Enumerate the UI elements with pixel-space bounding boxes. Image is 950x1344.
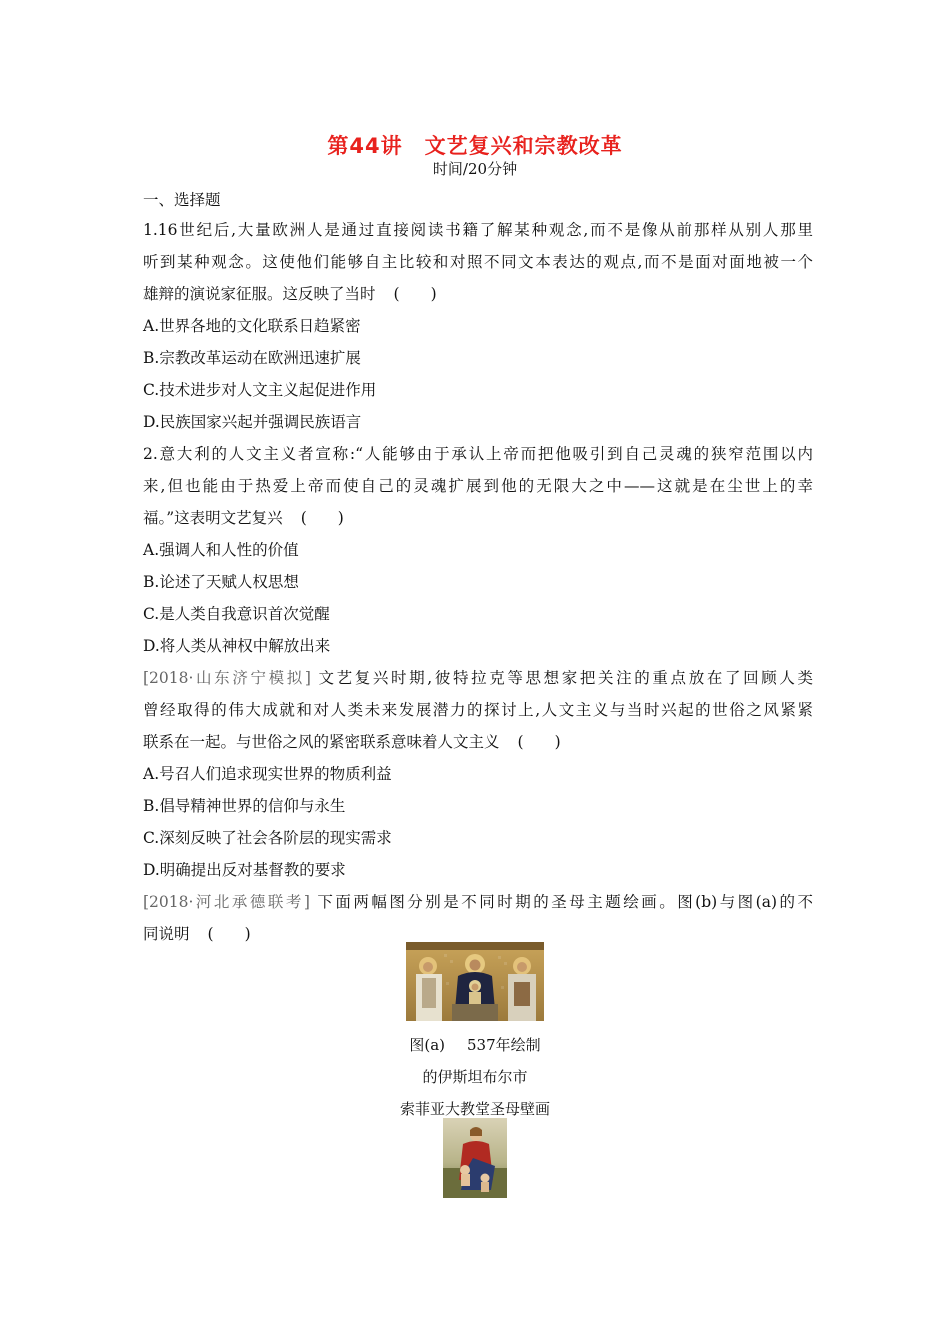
figure-a-caption-line-1	[0, 1034, 950, 1055]
section-heading: 一、选择题	[143, 191, 221, 209]
page-title	[0, 130, 950, 160]
q2-option-d: D.将人类从神权中解放出来	[143, 637, 331, 655]
q2-option-c: C.是人类自我意识首次觉醒	[143, 605, 330, 623]
q3-option-b: B.倡导精神世界的信仰与永生	[143, 797, 346, 815]
q4-stem-end: 同说明	[143, 925, 190, 943]
q3-line-3	[143, 730, 813, 752]
q3-line-1	[143, 666, 813, 688]
q2-line-3	[143, 506, 813, 528]
q3-answer-blank: ( )	[517, 733, 561, 751]
q1-answer-blank: ( )	[393, 285, 437, 303]
q3-source: [2018·山东济宁模拟]	[143, 669, 311, 687]
q2-answer-blank: ( )	[300, 509, 344, 527]
q2-line-2: 来,但也能由于热爱上帝而使自己的灵魂扩展到他的无限大之中——这就是在尘世上的幸	[143, 477, 813, 495]
lesson-topic: 文艺复兴和宗教改革	[424, 134, 623, 158]
q4-answer-blank: ( )	[207, 925, 251, 943]
time-limit: 时间/20分钟	[432, 160, 518, 178]
q3-option-a: A.号召人们追求现实世界的物质利益	[143, 765, 392, 783]
q4-line-2	[143, 922, 813, 944]
q2-line-1: 2.意大利的人文主义者宣称:“人能够由于承认上帝而把他吸引到自己灵魂的狭窄范围以内	[143, 445, 813, 463]
q1-line-2: 听到某种观念。这使他们能够自主比较和对照不同文本表达的观点,而不是面对面地被一个	[143, 253, 813, 271]
q4-line-1	[143, 890, 813, 912]
q2-option-a: A.强调人和人性的价值	[143, 541, 299, 559]
q3-stem-start: 文艺复兴时期,彼特拉克等思想家把关注的重点放在了回顾人类	[318, 669, 813, 687]
figure-a-label: 图(a)	[409, 1036, 445, 1054]
q4-source: [2018·河北承德联考]	[143, 893, 310, 911]
q1-line-3	[143, 282, 813, 304]
q1-option-c: C.技术进步对人文主义起促进作用	[143, 381, 377, 399]
q3-option-c: C.深刻反映了社会各阶层的现实需求	[143, 829, 392, 847]
q1-option-a: A.世界各地的文化联系日趋紧密	[143, 317, 361, 335]
q4-stem-start: 下面两幅图分别是不同时期的圣母主题绘画。图(b)与图(a)的不	[317, 893, 813, 911]
q2-option-b: B.论述了天赋人权思想	[143, 573, 299, 591]
figure-a-caption-line-2: 的伊斯坦布尔市	[422, 1068, 528, 1086]
lesson-number: 第44讲	[327, 134, 403, 158]
figure-b-painting-image	[443, 1118, 507, 1198]
q3-option-d: D.明确提出反对基督教的要求	[143, 861, 346, 879]
figure-a-caption-text: 537年绘制	[467, 1036, 541, 1054]
q1-stem-end: 雄辩的演说家征服。这反映了当时	[143, 285, 376, 303]
figure-a-mosaic-image	[406, 942, 544, 1021]
q2-stem-end: 福。”这表明文艺复兴	[143, 509, 283, 527]
q1-line-1: 1.16世纪后,大量欧洲人是通过直接阅读书籍了解某种观念,而不是像从前那样从别人那里	[143, 221, 813, 239]
q3-line-2: 曾经取得的伟大成就和对人类未来发展潜力的探讨上,人文主义与当时兴起的世俗之风紧紧	[143, 701, 813, 719]
q1-option-d: D.民族国家兴起并强调民族语言	[143, 413, 362, 431]
figure-a-caption-line-3: 索菲亚大教堂圣母壁画	[399, 1100, 550, 1118]
q3-stem-end: 联系在一起。与世俗之风的紧密联系意味着人文主义	[143, 733, 500, 751]
q1-option-b: B.宗教改革运动在欧洲迅速扩展	[143, 349, 361, 367]
